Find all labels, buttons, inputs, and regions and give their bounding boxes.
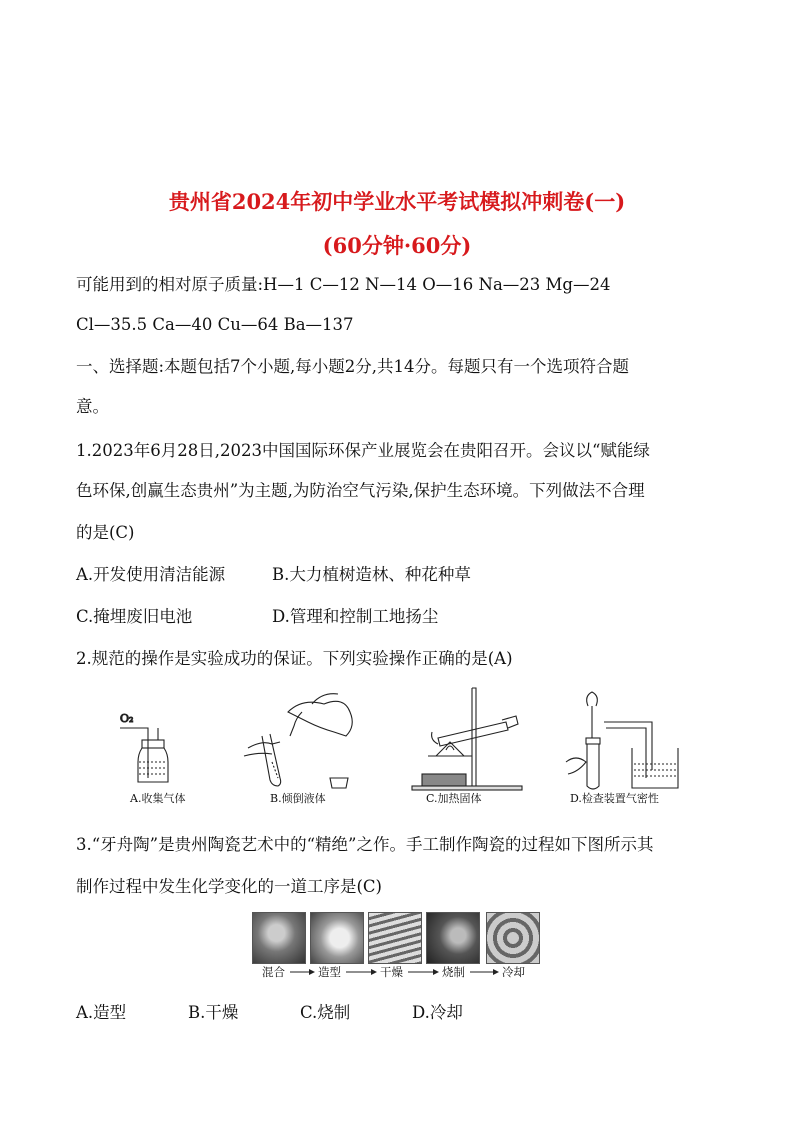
section-heading-line1: 一、选择题:本题包括7个小题,每小题2分,共14分。每题只有一个选项符合题 — [76, 357, 630, 376]
page-subtitle: (60分钟·60分) — [322, 233, 472, 258]
flow-step-shaping: 造型 — [318, 965, 341, 979]
q2-caption-d: D.检查装置气密性 — [570, 792, 659, 805]
atomic-masses-line2: Cl—35.5 Ca—40 Cu—64 Ba—137 — [76, 315, 354, 334]
flow-step-firing: 烧制 — [442, 965, 465, 979]
q2-experiment-figure — [112, 682, 682, 810]
q3-option-c: C.烧制 — [300, 1003, 351, 1022]
pottery-photo-drying — [368, 912, 422, 964]
q1-option-c: C.掩埋废旧电池 — [76, 607, 193, 626]
gas-collection-bottle-icon — [120, 712, 168, 782]
q1-options-row1 — [76, 564, 471, 586]
pottery-process-flow — [252, 962, 552, 982]
q1-option-b: B.大力植树造林、种花种草 — [272, 565, 471, 584]
q1-stem-line1: 1.2023年6月28日,2023中国国际环保产业展览会在贵阳召开。会议以“赋能绿 — [76, 441, 650, 460]
q3-stem-line2: 制作过程中发生化学变化的一道工序是(C) — [76, 877, 382, 896]
q2-caption-c: C.加热固体 — [426, 792, 482, 805]
q3-option-b: B.干燥 — [188, 1003, 239, 1022]
pottery-photo-firing — [426, 912, 480, 964]
pottery-photo-shaping — [310, 912, 364, 964]
q1-stem-line3: 的是(C) — [76, 523, 135, 542]
q1-option-a: A.开发使用清洁能源 — [76, 565, 226, 584]
flow-step-drying: 干燥 — [380, 965, 403, 979]
flow-step-cooling: 冷却 — [502, 965, 525, 979]
q1-options-row2 — [76, 606, 438, 628]
o2-label: O₂ — [120, 712, 134, 725]
section-heading-line2: 意。 — [76, 397, 109, 416]
pottery-photo-mixing — [252, 912, 306, 964]
q1-stem-line2: 色环保,创赢生态贵州”为主题,为防治空气污染,保护生态环境。下列做法不合理 — [76, 481, 645, 500]
q1-option-d: D.管理和控制工地扬尘 — [272, 607, 439, 626]
atomic-masses-line1: 可能用到的相对原子质量:H—1 C—12 N—14 O—16 Na—23 Mg—24 — [76, 275, 611, 294]
q2-caption-a: A.收集气体 — [130, 792, 186, 805]
page-title: 贵州省2024年初中学业水平考试模拟冲刺卷(一) — [168, 189, 626, 214]
airtightness-check-icon — [566, 692, 678, 789]
q3-stem-line1: 3.“牙舟陶”是贵州陶瓷艺术中的“精绝”之作。手工制作陶瓷的过程如下图所示其 — [76, 835, 654, 854]
flow-step-mixing: 混合 — [262, 965, 285, 979]
pottery-photo-cooling — [486, 912, 540, 964]
q3-option-a: A.造型 — [76, 1003, 127, 1022]
heating-solid-icon — [412, 688, 522, 790]
q3-option-d: D.冷却 — [412, 1003, 463, 1022]
q3-options-row — [76, 1002, 463, 1024]
q2-caption-b: B.倾倒液体 — [270, 792, 326, 805]
pouring-liquid-icon — [244, 694, 352, 788]
q2-stem: 2.规范的操作是实验成功的保证。下列实验操作正确的是(A) — [76, 649, 513, 668]
